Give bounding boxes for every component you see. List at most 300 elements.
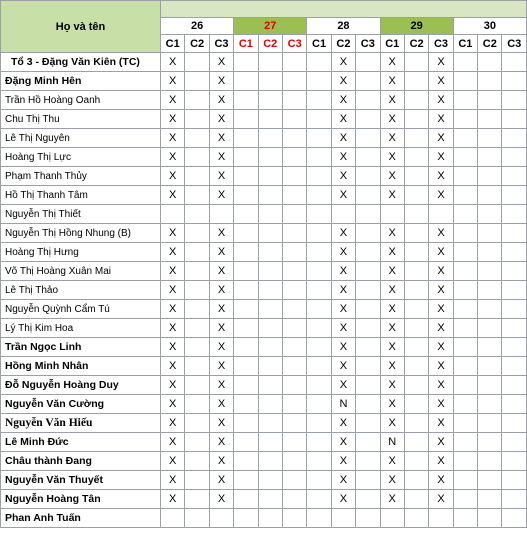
attendance-cell[interactable] — [307, 414, 331, 433]
attendance-cell[interactable] — [185, 357, 209, 376]
attendance-cell[interactable] — [404, 414, 428, 433]
attendance-cell[interactable]: X — [331, 186, 355, 205]
attendance-cell[interactable] — [258, 490, 282, 509]
attendance-cell[interactable] — [453, 471, 477, 490]
attendance-cell[interactable] — [502, 186, 527, 205]
attendance-cell[interactable] — [478, 376, 502, 395]
attendance-cell[interactable] — [502, 471, 527, 490]
attendance-cell[interactable] — [404, 167, 428, 186]
person-name-cell[interactable]: Phan Anh Tuấn — [1, 509, 161, 528]
attendance-cell[interactable] — [282, 91, 306, 110]
session-header-d4-c1[interactable]: C1 — [453, 35, 477, 53]
attendance-cell[interactable] — [258, 319, 282, 338]
attendance-cell[interactable]: X — [209, 148, 233, 167]
attendance-cell[interactable] — [258, 338, 282, 357]
attendance-cell[interactable]: X — [429, 91, 453, 110]
session-header-d4-c3[interactable]: C3 — [502, 35, 527, 53]
attendance-cell[interactable] — [478, 91, 502, 110]
attendance-cell[interactable] — [234, 338, 258, 357]
attendance-cell[interactable]: X — [331, 433, 355, 452]
attendance-cell[interactable]: X — [209, 186, 233, 205]
attendance-cell[interactable] — [258, 395, 282, 414]
attendance-cell[interactable] — [282, 110, 306, 129]
attendance-cell[interactable] — [282, 262, 306, 281]
session-header-d0-c3[interactable]: C3 — [209, 35, 233, 53]
attendance-cell[interactable] — [307, 72, 331, 91]
attendance-cell[interactable]: X — [331, 376, 355, 395]
attendance-cell[interactable] — [209, 205, 233, 224]
attendance-cell[interactable] — [502, 300, 527, 319]
attendance-cell[interactable] — [234, 357, 258, 376]
attendance-cell[interactable] — [258, 53, 282, 72]
attendance-cell[interactable]: X — [331, 110, 355, 129]
attendance-cell[interactable] — [356, 319, 380, 338]
attendance-cell[interactable]: X — [429, 148, 453, 167]
attendance-cell[interactable] — [453, 357, 477, 376]
attendance-cell[interactable]: X — [331, 72, 355, 91]
attendance-cell[interactable]: X — [380, 262, 404, 281]
attendance-cell[interactable] — [478, 243, 502, 262]
attendance-cell[interactable]: X — [331, 452, 355, 471]
attendance-cell[interactable] — [258, 205, 282, 224]
attendance-cell[interactable] — [453, 414, 477, 433]
attendance-cell[interactable] — [282, 395, 306, 414]
attendance-cell[interactable]: X — [209, 490, 233, 509]
person-name-cell[interactable]: Nguyễn Thị Thiết — [1, 205, 161, 224]
attendance-cell[interactable] — [282, 414, 306, 433]
attendance-cell[interactable] — [282, 452, 306, 471]
attendance-cell[interactable] — [404, 471, 428, 490]
attendance-cell[interactable] — [356, 433, 380, 452]
attendance-cell[interactable] — [502, 205, 527, 224]
attendance-cell[interactable] — [209, 509, 233, 528]
attendance-cell[interactable] — [282, 224, 306, 243]
session-header-d1-c3[interactable]: C3 — [282, 35, 306, 53]
attendance-cell[interactable]: X — [209, 262, 233, 281]
attendance-cell[interactable]: X — [331, 53, 355, 72]
person-name-cell[interactable]: Tổ 3 - Đặng Văn Kiên (TC) — [1, 53, 161, 72]
attendance-cell[interactable] — [185, 300, 209, 319]
attendance-cell[interactable] — [307, 110, 331, 129]
attendance-cell[interactable] — [282, 186, 306, 205]
attendance-cell[interactable] — [502, 376, 527, 395]
attendance-cell[interactable]: X — [380, 319, 404, 338]
attendance-cell[interactable]: X — [429, 72, 453, 91]
attendance-cell[interactable] — [234, 167, 258, 186]
attendance-cell[interactable] — [453, 129, 477, 148]
attendance-cell[interactable] — [356, 167, 380, 186]
attendance-cell[interactable] — [478, 395, 502, 414]
attendance-cell[interactable] — [185, 471, 209, 490]
attendance-cell[interactable] — [478, 357, 502, 376]
attendance-cell[interactable] — [478, 129, 502, 148]
attendance-cell[interactable] — [185, 509, 209, 528]
attendance-cell[interactable] — [478, 509, 502, 528]
attendance-cell[interactable] — [258, 433, 282, 452]
attendance-cell[interactable]: X — [161, 300, 185, 319]
attendance-cell[interactable] — [356, 224, 380, 243]
session-header-d2-c2[interactable]: C2 — [331, 35, 355, 53]
attendance-cell[interactable] — [258, 186, 282, 205]
attendance-cell[interactable] — [404, 452, 428, 471]
attendance-cell[interactable] — [453, 452, 477, 471]
attendance-cell[interactable] — [356, 53, 380, 72]
attendance-cell[interactable]: X — [429, 300, 453, 319]
attendance-cell[interactable]: X — [331, 319, 355, 338]
person-name-cell[interactable]: Nguyễn Thị Hồng Nhung (B) — [1, 224, 161, 243]
person-name-cell[interactable]: Chu Thị Thu — [1, 110, 161, 129]
attendance-cell[interactable]: X — [161, 91, 185, 110]
attendance-cell[interactable] — [356, 414, 380, 433]
attendance-cell[interactable] — [356, 148, 380, 167]
attendance-cell[interactable] — [356, 281, 380, 300]
attendance-cell[interactable] — [429, 205, 453, 224]
attendance-cell[interactable] — [307, 433, 331, 452]
attendance-cell[interactable] — [258, 72, 282, 91]
attendance-cell[interactable] — [307, 186, 331, 205]
person-name-cell[interactable]: Hồng Minh Nhân — [1, 357, 161, 376]
attendance-cell[interactable] — [234, 91, 258, 110]
attendance-cell[interactable]: X — [429, 395, 453, 414]
person-name-cell[interactable]: Phạm Thanh Thủy — [1, 167, 161, 186]
attendance-cell[interactable]: X — [331, 414, 355, 433]
attendance-cell[interactable] — [307, 471, 331, 490]
attendance-cell[interactable]: X — [209, 319, 233, 338]
attendance-cell[interactable]: X — [331, 338, 355, 357]
attendance-cell[interactable]: X — [331, 262, 355, 281]
attendance-cell[interactable]: X — [380, 186, 404, 205]
attendance-cell[interactable] — [502, 319, 527, 338]
person-name-cell[interactable]: Nguyễn Quỳnh Cẩm Tú — [1, 300, 161, 319]
attendance-cell[interactable]: N — [380, 433, 404, 452]
attendance-cell[interactable]: X — [380, 376, 404, 395]
attendance-cell[interactable] — [282, 433, 306, 452]
person-name-cell[interactable]: Nguyễn Văn Hiếu — [1, 414, 161, 433]
attendance-cell[interactable] — [404, 490, 428, 509]
attendance-cell[interactable]: X — [161, 414, 185, 433]
attendance-cell[interactable] — [234, 110, 258, 129]
attendance-cell[interactable] — [234, 148, 258, 167]
attendance-cell[interactable] — [478, 262, 502, 281]
attendance-cell[interactable]: X — [380, 53, 404, 72]
person-name-cell[interactable]: Nguyễn Văn Cường — [1, 395, 161, 414]
person-name-cell[interactable]: Nguyễn Hoàng Tân — [1, 490, 161, 509]
attendance-cell[interactable]: X — [161, 243, 185, 262]
attendance-cell[interactable] — [258, 471, 282, 490]
attendance-cell[interactable] — [258, 129, 282, 148]
attendance-cell[interactable] — [258, 243, 282, 262]
attendance-cell[interactable]: X — [380, 281, 404, 300]
attendance-cell[interactable] — [502, 243, 527, 262]
attendance-cell[interactable] — [478, 224, 502, 243]
attendance-cell[interactable] — [307, 490, 331, 509]
attendance-cell[interactable] — [453, 490, 477, 509]
attendance-cell[interactable]: X — [209, 53, 233, 72]
attendance-cell[interactable]: X — [209, 338, 233, 357]
attendance-cell[interactable] — [478, 452, 502, 471]
attendance-cell[interactable] — [356, 243, 380, 262]
session-header-d0-c2[interactable]: C2 — [185, 35, 209, 53]
attendance-cell[interactable] — [404, 262, 428, 281]
attendance-cell[interactable] — [356, 300, 380, 319]
day-header-4[interactable]: 30 — [453, 18, 526, 35]
attendance-cell[interactable] — [356, 490, 380, 509]
attendance-cell[interactable] — [404, 395, 428, 414]
attendance-cell[interactable]: X — [161, 72, 185, 91]
attendance-cell[interactable]: X — [429, 186, 453, 205]
attendance-cell[interactable]: X — [331, 91, 355, 110]
attendance-cell[interactable]: X — [209, 72, 233, 91]
name-column-header[interactable]: Họ và tên — [1, 1, 161, 53]
attendance-cell[interactable]: X — [380, 110, 404, 129]
attendance-cell[interactable]: X — [161, 395, 185, 414]
attendance-cell[interactable]: X — [429, 452, 453, 471]
attendance-cell[interactable]: X — [161, 186, 185, 205]
attendance-cell[interactable] — [234, 300, 258, 319]
attendance-cell[interactable] — [307, 281, 331, 300]
attendance-cell[interactable] — [282, 205, 306, 224]
session-header-d3-c1[interactable]: C1 — [380, 35, 404, 53]
attendance-cell[interactable] — [502, 148, 527, 167]
person-name-cell[interactable]: Võ Thị Hoàng Xuân Mai — [1, 262, 161, 281]
attendance-cell[interactable] — [404, 319, 428, 338]
attendance-cell[interactable]: X — [429, 357, 453, 376]
attendance-cell[interactable] — [453, 509, 477, 528]
session-header-d0-c1[interactable]: C1 — [161, 35, 185, 53]
attendance-cell[interactable] — [453, 205, 477, 224]
attendance-cell[interactable] — [185, 281, 209, 300]
attendance-cell[interactable]: X — [331, 167, 355, 186]
attendance-cell[interactable] — [234, 224, 258, 243]
attendance-cell[interactable] — [331, 509, 355, 528]
attendance-cell[interactable] — [307, 357, 331, 376]
attendance-cell[interactable] — [258, 414, 282, 433]
attendance-cell[interactable]: X — [209, 300, 233, 319]
attendance-cell[interactable] — [502, 53, 527, 72]
attendance-cell[interactable]: X — [380, 471, 404, 490]
attendance-cell[interactable] — [478, 490, 502, 509]
attendance-cell[interactable] — [282, 376, 306, 395]
attendance-cell[interactable] — [502, 509, 527, 528]
attendance-cell[interactable] — [307, 243, 331, 262]
attendance-cell[interactable] — [404, 281, 428, 300]
attendance-cell[interactable] — [282, 53, 306, 72]
attendance-cell[interactable]: X — [331, 490, 355, 509]
attendance-cell[interactable] — [282, 471, 306, 490]
attendance-cell[interactable] — [502, 72, 527, 91]
attendance-cell[interactable]: X — [331, 357, 355, 376]
attendance-cell[interactable] — [453, 224, 477, 243]
attendance-cell[interactable]: X — [161, 281, 185, 300]
attendance-cell[interactable]: X — [161, 262, 185, 281]
attendance-cell[interactable]: X — [161, 490, 185, 509]
person-name-cell[interactable]: Lê Minh Đức — [1, 433, 161, 452]
attendance-cell[interactable] — [356, 186, 380, 205]
attendance-cell[interactable]: X — [209, 129, 233, 148]
attendance-cell[interactable] — [453, 186, 477, 205]
attendance-cell[interactable] — [234, 471, 258, 490]
attendance-cell[interactable] — [453, 376, 477, 395]
attendance-cell[interactable] — [356, 338, 380, 357]
attendance-cell[interactable]: X — [429, 338, 453, 357]
attendance-cell[interactable]: X — [331, 148, 355, 167]
attendance-cell[interactable] — [185, 148, 209, 167]
attendance-cell[interactable]: X — [161, 224, 185, 243]
attendance-cell[interactable] — [478, 53, 502, 72]
attendance-cell[interactable] — [404, 357, 428, 376]
attendance-cell[interactable] — [234, 72, 258, 91]
person-name-cell[interactable]: Đỗ Nguyễn Hoàng Duy — [1, 376, 161, 395]
attendance-cell[interactable]: X — [380, 338, 404, 357]
attendance-cell[interactable]: X — [429, 433, 453, 452]
attendance-cell[interactable] — [307, 224, 331, 243]
attendance-cell[interactable] — [453, 148, 477, 167]
attendance-cell[interactable] — [502, 490, 527, 509]
attendance-cell[interactable] — [502, 338, 527, 357]
attendance-cell[interactable] — [307, 452, 331, 471]
attendance-cell[interactable]: X — [380, 72, 404, 91]
attendance-cell[interactable]: X — [209, 357, 233, 376]
attendance-cell[interactable]: X — [209, 110, 233, 129]
attendance-cell[interactable] — [185, 452, 209, 471]
attendance-cell[interactable]: N — [331, 395, 355, 414]
attendance-cell[interactable] — [478, 338, 502, 357]
attendance-cell[interactable] — [356, 205, 380, 224]
attendance-cell[interactable] — [185, 433, 209, 452]
attendance-cell[interactable]: X — [161, 452, 185, 471]
attendance-cell[interactable] — [282, 319, 306, 338]
day-header-1[interactable]: 27 — [234, 18, 307, 35]
attendance-cell[interactable] — [307, 300, 331, 319]
attendance-cell[interactable] — [453, 110, 477, 129]
attendance-cell[interactable]: X — [429, 376, 453, 395]
attendance-cell[interactable] — [404, 338, 428, 357]
attendance-cell[interactable] — [161, 509, 185, 528]
session-header-d1-c1[interactable]: C1 — [234, 35, 258, 53]
attendance-cell[interactable] — [404, 433, 428, 452]
attendance-cell[interactable] — [502, 395, 527, 414]
attendance-cell[interactable] — [185, 167, 209, 186]
attendance-cell[interactable] — [453, 319, 477, 338]
attendance-cell[interactable] — [356, 471, 380, 490]
attendance-cell[interactable] — [185, 376, 209, 395]
attendance-cell[interactable] — [258, 452, 282, 471]
day-header-3[interactable]: 29 — [380, 18, 453, 35]
attendance-cell[interactable]: X — [429, 53, 453, 72]
attendance-cell[interactable]: X — [380, 224, 404, 243]
attendance-cell[interactable] — [380, 205, 404, 224]
attendance-cell[interactable] — [502, 91, 527, 110]
attendance-cell[interactable] — [356, 452, 380, 471]
person-name-cell[interactable]: Trần Hồ Hoàng Oanh — [1, 91, 161, 110]
attendance-cell[interactable] — [185, 91, 209, 110]
attendance-cell[interactable] — [258, 281, 282, 300]
attendance-cell[interactable]: X — [429, 243, 453, 262]
attendance-cell[interactable] — [282, 338, 306, 357]
attendance-cell[interactable] — [234, 129, 258, 148]
attendance-cell[interactable] — [502, 129, 527, 148]
attendance-cell[interactable]: X — [429, 414, 453, 433]
attendance-cell[interactable] — [258, 167, 282, 186]
attendance-cell[interactable] — [502, 167, 527, 186]
person-name-cell[interactable]: Hoàng Thị Lực — [1, 148, 161, 167]
attendance-cell[interactable] — [282, 243, 306, 262]
attendance-cell[interactable] — [453, 262, 477, 281]
attendance-cell[interactable] — [502, 224, 527, 243]
attendance-cell[interactable] — [258, 110, 282, 129]
attendance-cell[interactable]: X — [331, 129, 355, 148]
attendance-cell[interactable] — [356, 509, 380, 528]
attendance-cell[interactable] — [502, 357, 527, 376]
attendance-cell[interactable]: X — [209, 91, 233, 110]
attendance-cell[interactable] — [478, 319, 502, 338]
attendance-cell[interactable] — [478, 471, 502, 490]
attendance-cell[interactable] — [185, 129, 209, 148]
attendance-cell[interactable] — [502, 452, 527, 471]
attendance-cell[interactable]: X — [209, 433, 233, 452]
attendance-cell[interactable] — [453, 53, 477, 72]
attendance-cell[interactable]: X — [331, 300, 355, 319]
attendance-cell[interactable] — [453, 395, 477, 414]
attendance-cell[interactable]: X — [429, 224, 453, 243]
attendance-cell[interactable] — [282, 509, 306, 528]
attendance-cell[interactable]: X — [429, 490, 453, 509]
attendance-cell[interactable]: X — [429, 262, 453, 281]
attendance-cell[interactable]: X — [161, 148, 185, 167]
attendance-cell[interactable]: X — [429, 319, 453, 338]
attendance-cell[interactable] — [356, 376, 380, 395]
attendance-cell[interactable]: X — [209, 243, 233, 262]
attendance-cell[interactable] — [234, 433, 258, 452]
attendance-cell[interactable]: X — [209, 167, 233, 186]
attendance-cell[interactable] — [282, 129, 306, 148]
attendance-cell[interactable] — [307, 148, 331, 167]
attendance-cell[interactable] — [404, 186, 428, 205]
attendance-cell[interactable] — [185, 205, 209, 224]
attendance-cell[interactable] — [478, 186, 502, 205]
attendance-cell[interactable] — [307, 319, 331, 338]
attendance-cell[interactable] — [185, 414, 209, 433]
attendance-cell[interactable] — [185, 319, 209, 338]
attendance-cell[interactable] — [502, 281, 527, 300]
attendance-cell[interactable] — [404, 72, 428, 91]
attendance-cell[interactable] — [404, 300, 428, 319]
person-name-cell[interactable]: Trần Ngọc Linh — [1, 338, 161, 357]
attendance-cell[interactable] — [234, 452, 258, 471]
person-name-cell[interactable]: Lê Thị Nguyên — [1, 129, 161, 148]
attendance-cell[interactable] — [453, 281, 477, 300]
attendance-cell[interactable]: X — [380, 395, 404, 414]
attendance-cell[interactable] — [478, 414, 502, 433]
attendance-cell[interactable]: X — [161, 471, 185, 490]
attendance-cell[interactable] — [478, 300, 502, 319]
attendance-cell[interactable]: X — [331, 224, 355, 243]
attendance-cell[interactable]: X — [380, 243, 404, 262]
attendance-cell[interactable] — [185, 338, 209, 357]
attendance-cell[interactable]: X — [161, 433, 185, 452]
attendance-cell[interactable] — [307, 129, 331, 148]
attendance-cell[interactable] — [307, 262, 331, 281]
attendance-cell[interactable] — [331, 205, 355, 224]
attendance-cell[interactable] — [356, 357, 380, 376]
attendance-cell[interactable] — [307, 91, 331, 110]
attendance-cell[interactable] — [185, 224, 209, 243]
day-header-2[interactable]: 28 — [307, 18, 380, 35]
attendance-cell[interactable]: X — [429, 129, 453, 148]
attendance-cell[interactable]: X — [380, 129, 404, 148]
attendance-cell[interactable]: X — [331, 243, 355, 262]
attendance-cell[interactable] — [307, 395, 331, 414]
